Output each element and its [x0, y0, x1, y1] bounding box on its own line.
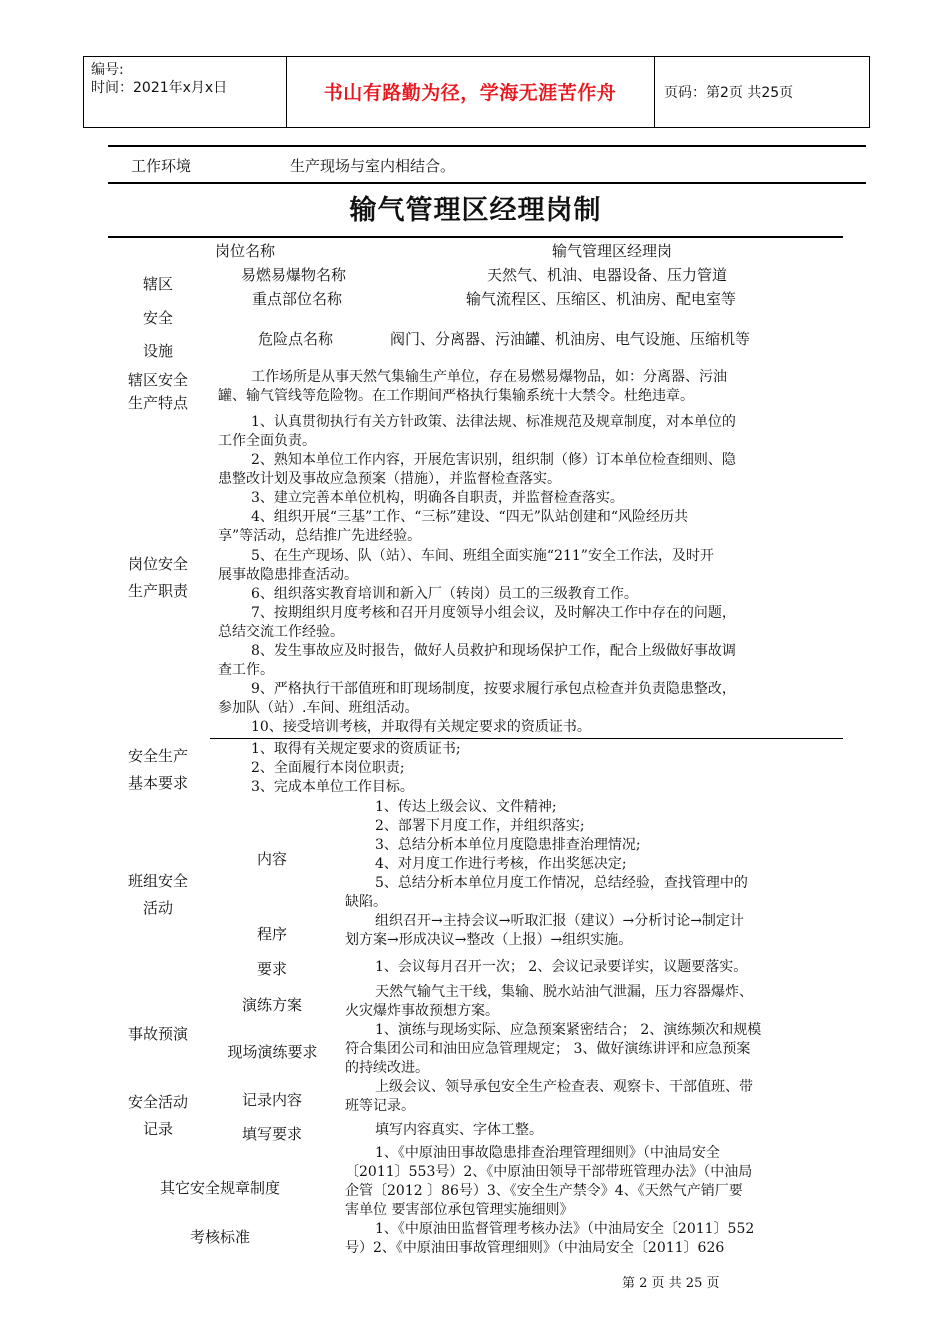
team-content-label: 内容 — [256, 850, 287, 868]
duty-line: 2、熟知本单位工作内容，开展危害识别，组织制（修）订本单位检查细则、隐 — [251, 452, 736, 468]
danger-label: 危险点名称 — [258, 330, 334, 348]
records-fill-label: 填写要求 — [241, 1125, 302, 1143]
doc-time-label: 时间：2021年x月x日 — [91, 80, 228, 96]
team-content-line: 缺陷。 — [345, 894, 387, 910]
drill-site-line: 1、演练与现场实际、应急预案紧密结合； 2、演练频次和规模 — [375, 1022, 762, 1038]
duty-line: 参加队（站）.车间、班组活动。 — [218, 700, 419, 716]
features-label-1: 辖区安全 — [127, 371, 188, 389]
hazmat-value: 天然气、机油、电器设备、压力管道 — [487, 266, 728, 284]
key-parts-value: 输气流程区、压缩区、机油房、配电室等 — [466, 290, 737, 308]
features-line: 工作场所是从事天然气集输生产单位，存在易燃易爆物品，如：分离器、污油 — [251, 369, 727, 385]
assessment-label: 考核标准 — [189, 1228, 250, 1246]
assessment-line: 号）2、《中原油田事故管理细则》（中油局安全〔2011〕626 — [345, 1240, 725, 1256]
duty-line: 展事故隐患排查活动。 — [218, 567, 358, 583]
danger-value: 阀门、分离器、污油罐、机油房、电气设施、压缩机等 — [390, 330, 751, 348]
team-content-line: 1、传达上级会议、文件精神; — [375, 799, 557, 815]
duty-line: 5、在生产现场、队（站）、车间、班组全面实施“211”安全工作法，及时开 — [251, 548, 714, 564]
team-label-2: 活动 — [142, 899, 173, 917]
key-parts-label: 重点部位名称 — [252, 290, 343, 308]
basic-line: 2、全面履行本岗位职责; — [251, 760, 405, 776]
duty-line: 6、组织落实教育培训和新入厂（转岗）员工的三级教育工作。 — [251, 586, 638, 602]
team-req-label: 要求 — [256, 960, 287, 978]
post-name-label: 岗位名称 — [215, 242, 276, 260]
page-footer: 第 2 页 共 25 页 — [622, 1276, 720, 1291]
work-env-value: 生产现场与室内相结合。 — [290, 157, 456, 175]
duty-line: 总结交流工作经验。 — [218, 624, 344, 640]
other-rules-line: 害单位 要害部位承包管理实施细则》 — [345, 1202, 574, 1218]
header-divider — [654, 56, 655, 128]
duty-line: 7、按期组织月度考核和召开月度领导小组会议，及时解决工作中存在的问题， — [251, 605, 736, 621]
facilities-label-2: 安全 — [142, 309, 173, 327]
team-content-line: 2、部署下月度工作，并组织落实; — [375, 818, 585, 834]
duty-line: 享”等活动，总结推广先进经验。 — [218, 528, 422, 544]
drill-site-line: 的持续改进。 — [345, 1060, 429, 1076]
basic-line: 3、完成本单位工作目标。 — [251, 779, 414, 795]
doc-number-label: 编号: — [91, 62, 124, 78]
rule-line — [108, 182, 866, 184]
basic-label-2: 基本要求 — [127, 774, 188, 792]
table-top-line — [108, 236, 843, 238]
team-procedure-label: 程序 — [256, 925, 287, 943]
page-title: 输气管理区经理岗制 — [349, 195, 602, 226]
features-label-2: 生产特点 — [127, 394, 188, 412]
hazmat-label: 易燃易爆物名称 — [241, 266, 347, 284]
duty-line: 8、发生事故应及时报告，做好人员救护和现场保护工作，配合上级做好事故调 — [251, 643, 736, 659]
drill-label: 事故预演 — [127, 1025, 188, 1043]
duties-label-2: 生产职责 — [127, 582, 188, 600]
header-motto: 书山有路勤为径，学海无涯苦作舟 — [323, 82, 617, 104]
drill-plan-line: 天然气输气主干线，集输、脱水站油气泄漏，压力容器爆炸、 — [375, 984, 753, 1000]
duty-line: 患整改计划及事故应急预案（措施），并监督检查落实。 — [218, 471, 561, 487]
features-line: 罐、输气管线等危险物。在工作期间严格执行集输系统十大禁令。杜绝违章。 — [218, 388, 694, 404]
section-line — [210, 738, 843, 739]
duty-line: 1、认真贯彻执行有关方针政策、法律法规、标准规范及规章制度，对本单位的 — [251, 414, 736, 430]
team-procedure-line: 划方案→形成决议→整改（上报）→组织实施。 — [345, 932, 633, 948]
team-req-line: 1、会议每月召开一次； 2、会议记录要详实，议题要落实。 — [375, 959, 748, 975]
other-rules-line: 〔2011〕553号）2、《中原油田领导干部带班管理办法》（中油局 — [345, 1164, 753, 1180]
records-content-line: 上级会议、领导承包安全生产检查表、观察卡、干部值班、带 — [375, 1079, 753, 1095]
records-content-label: 记录内容 — [241, 1091, 302, 1109]
records-content-line: 班等记录。 — [345, 1098, 415, 1114]
team-content-line: 4、对月度工作进行考核，作出奖惩决定; — [375, 856, 627, 872]
duty-line: 工作全面负责。 — [218, 433, 316, 449]
assessment-line: 1、《中原油田监督管理考核办法》（中油局安全〔2011〕552 — [375, 1221, 755, 1237]
team-content-line: 5、总结分析本单位月度工作情况，总结经验，查找管理中的 — [375, 875, 748, 891]
team-label-1: 班组安全 — [127, 872, 188, 890]
drill-plan-label: 演练方案 — [241, 996, 302, 1014]
duty-line: 9、严格执行干部值班和盯现场制度，按要求履行承包点检查并负责隐患整改， — [251, 681, 736, 697]
duty-line: 查工作。 — [218, 662, 274, 678]
other-rules-line: 企管〔2012 〕86号）3、《安全生产禁令》4、《天然气产销厂要 — [345, 1183, 743, 1199]
drill-site-line: 符合集团公司和油田应急管理规定； 3、做好演练讲评和应急预案 — [345, 1041, 751, 1057]
facilities-label-3: 设施 — [142, 342, 173, 360]
rule-line — [108, 145, 866, 147]
post-name-value: 输气管理区经理岗 — [552, 242, 673, 260]
facilities-label-1: 辖区 — [142, 275, 173, 293]
duty-line: 4、组织开展“三基”工作、“三标”建设、“四无”队站创建和“风险经历共 — [251, 509, 689, 525]
team-content-line: 3、总结分析本单位月度隐患排查治理情况; — [375, 837, 641, 853]
duties-label-1: 岗位安全 — [127, 555, 188, 573]
work-env-label: 工作环境 — [131, 157, 192, 175]
drill-site-label: 现场演练要求 — [227, 1043, 318, 1061]
records-label-1: 安全活动 — [127, 1093, 188, 1111]
duty-line: 3、建立完善本单位机构，明确各自职责，并监督检查落实。 — [251, 490, 624, 506]
other-rules-line: 1、《中原油田事故隐患排查治理管理细则》（中油局安全 — [375, 1145, 720, 1161]
basic-label-1: 安全生产 — [127, 747, 188, 765]
team-procedure-line: 组织召开→主持会议→听取汇报（建议）→分析讨论→制定计 — [375, 913, 744, 929]
records-fill-line: 填写内容真实、字体工整。 — [375, 1122, 543, 1138]
other-rules-label: 其它安全规章制度 — [159, 1179, 280, 1197]
drill-plan-line: 火灾爆炸事故预想方案。 — [345, 1003, 499, 1019]
page-code: 页码：第2页 共25页 — [664, 85, 794, 101]
duty-line: 10、接受培训考核，并取得有关规定要求的资质证书。 — [251, 719, 591, 735]
basic-line: 1、取得有关规定要求的资质证书; — [251, 741, 461, 757]
records-label-2: 记录 — [142, 1120, 173, 1138]
